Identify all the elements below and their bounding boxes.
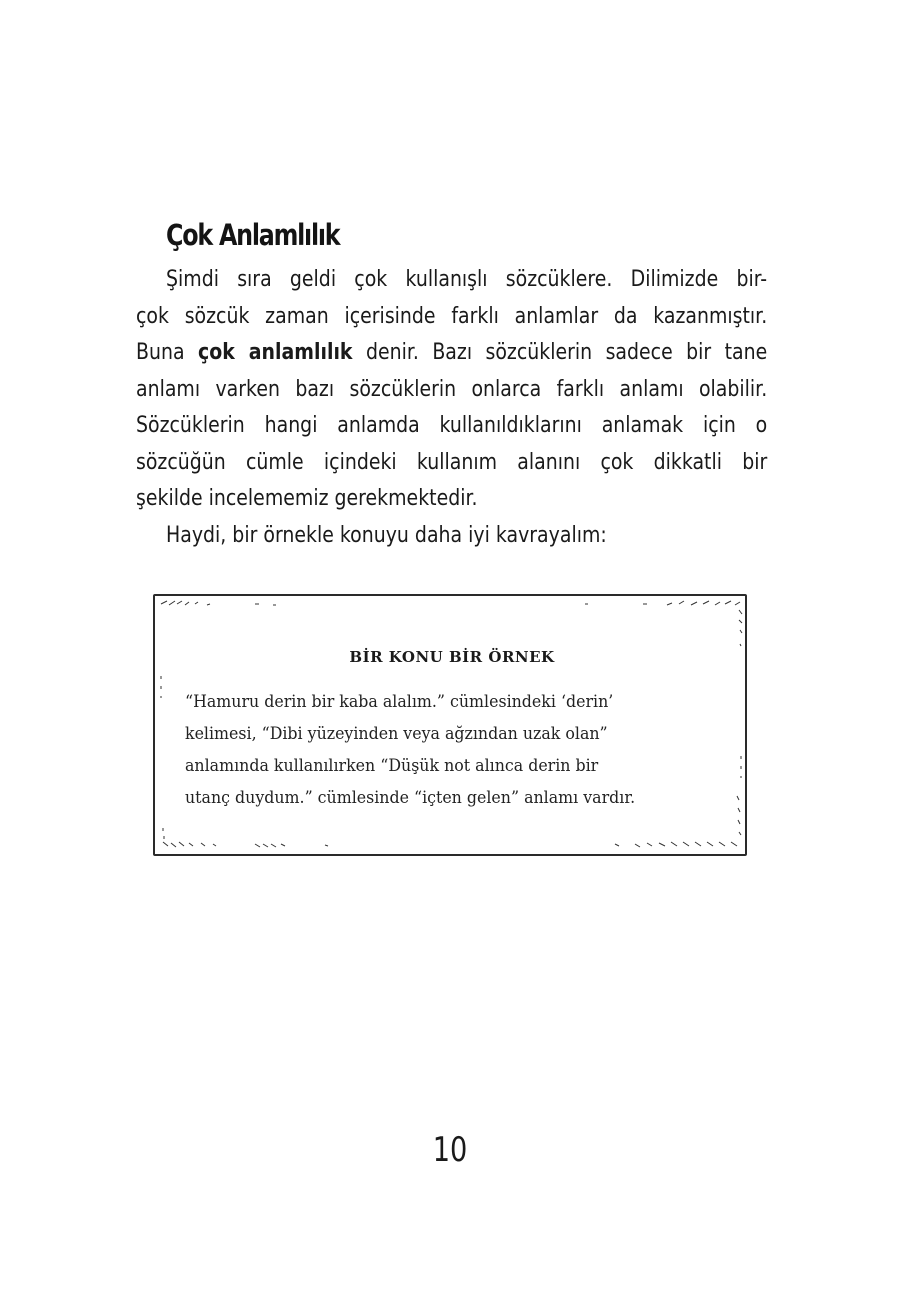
paragraph1-line5: Sözcüklerin hangi anlamda kullanıldıklarını anlamak için o: [136, 413, 768, 438]
paragraph1-line6: sözcüğün cümle içindeki kullanım alanını çok dikkatli bir: [136, 449, 768, 475]
example-line1: “Hamuru derin bir kaba alalım.” cümlesindeki ‘derin’: [185, 692, 614, 712]
example-text: [185, 686, 733, 814]
term-highlight: çok anlamlılık: [197, 340, 353, 365]
paragraph1-line4: anlamı varken bazı sözcüklerin onlarca farklı anlamı olabilir.: [136, 376, 768, 402]
paragraph1-line3: [136, 335, 767, 372]
body-text: [136, 262, 768, 554]
paragraph1-line2: çok sözcük zaman içerisinde farklı anlamlar da kazanmıştır.: [136, 303, 768, 329]
example-title: BİR KONU BİR ÖRNEK: [349, 648, 555, 666]
paragraph1-line7: şekilde incelememiz gerekmektedir.: [136, 486, 478, 511]
section-title: Çok Anlamlılık: [166, 218, 340, 252]
example-line4: utanç duydum.” cümlesinde “içten gelen” anlamı vardır.: [185, 788, 636, 808]
page-number: 10: [432, 1130, 468, 1170]
paragraph1-line1: Şimdi sıra geldi çok kullanışlı sözcüklere. Dilimizde bir-: [166, 267, 768, 292]
paragraph2-line1: Haydi, bir örnekle konuyu daha iyi kavrayalım:: [166, 522, 607, 548]
example-line2: kelimesi, “Dibi yüzeyinden veya ağzından uzak olan”: [185, 724, 608, 744]
paragraph1-line3-post: denir. Bazı sözcüklerin sadece bir tane: [352, 340, 768, 365]
example-box: [153, 594, 747, 856]
paragraph1-line3-pre: Buna: [136, 340, 198, 365]
example-line3: anlamında kullanılırken “Düşük not alınca derin bir: [185, 756, 599, 776]
